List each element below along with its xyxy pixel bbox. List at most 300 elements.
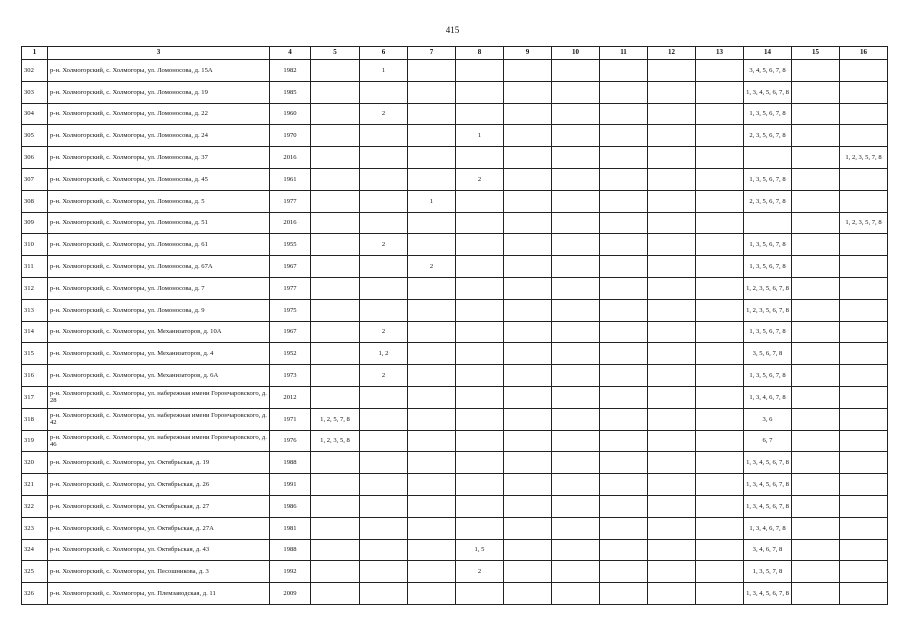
table-cell bbox=[600, 125, 648, 147]
table-cell bbox=[552, 365, 600, 387]
table-row bbox=[22, 81, 888, 103]
table-cell bbox=[696, 103, 744, 125]
table-cell bbox=[792, 168, 840, 190]
table-cell bbox=[840, 408, 888, 430]
table-cell bbox=[648, 321, 696, 343]
table-cell: 1971 bbox=[270, 408, 311, 430]
table-cell bbox=[696, 60, 744, 82]
table-cell bbox=[792, 321, 840, 343]
table-cell: 2016 bbox=[270, 147, 311, 169]
address-cell: р-н. Холмогорский, с. Холмогоры, ул. Ломоносова, д. 67А bbox=[48, 256, 270, 278]
table-cell: 1967 bbox=[270, 321, 311, 343]
table-cell bbox=[552, 234, 600, 256]
table-cell bbox=[504, 147, 552, 169]
table-cell bbox=[552, 212, 600, 234]
table-cell bbox=[696, 234, 744, 256]
table-cell bbox=[552, 474, 600, 496]
row-number-cell: 302 bbox=[22, 60, 48, 82]
table-cell bbox=[311, 386, 360, 408]
table-cell bbox=[600, 234, 648, 256]
table-cell bbox=[504, 539, 552, 561]
table-cell: 1, 3, 5, 6, 7, 8 bbox=[744, 365, 792, 387]
table-cell bbox=[552, 125, 600, 147]
row-number-cell: 312 bbox=[22, 277, 48, 299]
table-cell: 1, 3, 5, 7, 8 bbox=[744, 561, 792, 583]
row-number-cell: 326 bbox=[22, 583, 48, 605]
table-cell bbox=[840, 561, 888, 583]
table-cell bbox=[696, 299, 744, 321]
table-cell bbox=[552, 583, 600, 605]
table-cell bbox=[311, 452, 360, 474]
table-cell bbox=[648, 190, 696, 212]
table-cell bbox=[408, 365, 456, 387]
table-cell: 1967 bbox=[270, 256, 311, 278]
table-cell bbox=[792, 60, 840, 82]
table-cell bbox=[504, 212, 552, 234]
table-cell: 1955 bbox=[270, 234, 311, 256]
table-cell bbox=[840, 430, 888, 452]
table-cell bbox=[792, 299, 840, 321]
table-cell bbox=[408, 81, 456, 103]
table-cell bbox=[456, 452, 504, 474]
table-cell: 3, 6 bbox=[744, 408, 792, 430]
table-cell bbox=[696, 277, 744, 299]
row-number-cell: 308 bbox=[22, 190, 48, 212]
table-cell bbox=[311, 474, 360, 496]
table-cell bbox=[408, 321, 456, 343]
table-cell bbox=[408, 561, 456, 583]
table-cell bbox=[360, 539, 408, 561]
table-cell: 1952 bbox=[270, 343, 311, 365]
address-cell: р-н. Холмогорский, с. Холмогоры, ул. Механизаторов, д. 4 bbox=[48, 343, 270, 365]
table-cell bbox=[840, 190, 888, 212]
row-number-cell: 318 bbox=[22, 408, 48, 430]
table-cell bbox=[600, 495, 648, 517]
table-cell bbox=[792, 147, 840, 169]
table-cell bbox=[408, 386, 456, 408]
table-cell: 1, 3, 5, 6, 7, 8 bbox=[744, 321, 792, 343]
table-cell bbox=[792, 212, 840, 234]
table-row bbox=[22, 343, 888, 365]
table-cell bbox=[552, 277, 600, 299]
table-cell bbox=[456, 190, 504, 212]
table-cell bbox=[552, 561, 600, 583]
table-cell bbox=[504, 321, 552, 343]
table-cell bbox=[840, 168, 888, 190]
table-cell bbox=[360, 583, 408, 605]
table-cell bbox=[408, 583, 456, 605]
table-cell bbox=[552, 517, 600, 539]
table-cell: 1977 bbox=[270, 190, 311, 212]
table-cell: 2009 bbox=[270, 583, 311, 605]
table-cell: 1, 3, 5, 6, 7, 8 bbox=[744, 234, 792, 256]
table-cell bbox=[792, 430, 840, 452]
table-cell bbox=[696, 81, 744, 103]
table-cell: 1, 3, 4, 5, 6, 7, 8 bbox=[744, 495, 792, 517]
table-row bbox=[22, 430, 888, 452]
table-cell: 2, 3, 5, 6, 7, 8 bbox=[744, 125, 792, 147]
column-header: 4 bbox=[270, 47, 311, 60]
table-cell: 1, 2, 5, 7, 8 bbox=[311, 408, 360, 430]
table-cell bbox=[311, 168, 360, 190]
table-cell bbox=[408, 343, 456, 365]
column-header: 5 bbox=[311, 47, 360, 60]
table-cell bbox=[696, 212, 744, 234]
address-cell: р-н. Холмогорский, с. Холмогоры, ул. Октябрьская, д. 27 bbox=[48, 495, 270, 517]
table-cell: 1, 5 bbox=[456, 539, 504, 561]
address-cell: р-н. Холмогорский, с. Холмогоры, ул. Ломоносова, д. 51 bbox=[48, 212, 270, 234]
table-cell bbox=[840, 539, 888, 561]
table-cell bbox=[504, 125, 552, 147]
row-number-cell: 325 bbox=[22, 561, 48, 583]
table-cell bbox=[456, 365, 504, 387]
table-cell bbox=[792, 343, 840, 365]
table-cell bbox=[648, 277, 696, 299]
address-cell: р-н. Холмогорский, с. Холмогоры, ул. Племзаводская, д. 11 bbox=[48, 583, 270, 605]
table-cell bbox=[552, 495, 600, 517]
table-cell bbox=[456, 103, 504, 125]
row-number-cell: 322 bbox=[22, 495, 48, 517]
table-cell bbox=[648, 386, 696, 408]
table-cell bbox=[504, 168, 552, 190]
address-cell: р-н. Холмогорский, с. Холмогоры, ул. набережная имени Горончаровского, д. 46 bbox=[48, 430, 270, 452]
table-cell bbox=[696, 343, 744, 365]
table-cell bbox=[408, 125, 456, 147]
table-cell bbox=[552, 190, 600, 212]
table-cell bbox=[600, 452, 648, 474]
table-cell: 1973 bbox=[270, 365, 311, 387]
table-cell bbox=[456, 60, 504, 82]
table-cell bbox=[600, 299, 648, 321]
table-cell bbox=[792, 190, 840, 212]
column-header: 11 bbox=[600, 47, 648, 60]
table-cell bbox=[456, 583, 504, 605]
column-header: 12 bbox=[648, 47, 696, 60]
table-cell bbox=[696, 495, 744, 517]
table-row bbox=[22, 234, 888, 256]
table-cell bbox=[360, 408, 408, 430]
table-header-row bbox=[22, 47, 888, 60]
table-cell bbox=[696, 147, 744, 169]
table-cell bbox=[648, 583, 696, 605]
row-number-cell: 321 bbox=[22, 474, 48, 496]
column-header: 9 bbox=[504, 47, 552, 60]
table-cell bbox=[456, 474, 504, 496]
table-row bbox=[22, 168, 888, 190]
table-cell bbox=[456, 495, 504, 517]
table-cell bbox=[792, 517, 840, 539]
table-row bbox=[22, 583, 888, 605]
table-row bbox=[22, 561, 888, 583]
table-cell: 1 bbox=[360, 60, 408, 82]
row-number-cell: 323 bbox=[22, 517, 48, 539]
table-cell bbox=[648, 539, 696, 561]
address-cell: р-н. Холмогорский, с. Холмогоры, ул. Ломоносова, д. 15А bbox=[48, 60, 270, 82]
table-cell bbox=[600, 430, 648, 452]
table-cell bbox=[504, 343, 552, 365]
table-cell bbox=[456, 430, 504, 452]
table-cell bbox=[648, 147, 696, 169]
table-cell bbox=[648, 495, 696, 517]
table-cell bbox=[408, 430, 456, 452]
table-cell: 2 bbox=[360, 234, 408, 256]
table-cell bbox=[311, 147, 360, 169]
table-cell bbox=[552, 386, 600, 408]
table-cell: 2 bbox=[360, 103, 408, 125]
table-row bbox=[22, 365, 888, 387]
table-cell bbox=[504, 234, 552, 256]
table-cell bbox=[840, 495, 888, 517]
table-cell bbox=[456, 408, 504, 430]
table-cell bbox=[792, 408, 840, 430]
table-cell bbox=[311, 299, 360, 321]
table-cell bbox=[648, 60, 696, 82]
table-cell bbox=[648, 452, 696, 474]
row-number-cell: 313 bbox=[22, 299, 48, 321]
table-cell bbox=[840, 386, 888, 408]
table-cell bbox=[600, 539, 648, 561]
table-cell bbox=[792, 474, 840, 496]
table-cell bbox=[552, 103, 600, 125]
table-cell: 1, 3, 5, 6, 7, 8 bbox=[744, 168, 792, 190]
table-cell bbox=[311, 495, 360, 517]
address-cell: р-н. Холмогорский, с. Холмогоры, ул. Ломоносова, д. 5 bbox=[48, 190, 270, 212]
table-cell bbox=[840, 125, 888, 147]
row-number-cell: 324 bbox=[22, 539, 48, 561]
table-cell bbox=[504, 277, 552, 299]
table-cell bbox=[408, 452, 456, 474]
page-number: 415 bbox=[445, 25, 460, 35]
table-cell bbox=[408, 474, 456, 496]
table-cell bbox=[648, 365, 696, 387]
table-row bbox=[22, 517, 888, 539]
table-cell bbox=[456, 299, 504, 321]
table-cell bbox=[311, 256, 360, 278]
address-cell: р-н. Холмогорский, с. Холмогоры, ул. Октябрьская, д. 19 bbox=[48, 452, 270, 474]
row-number-cell: 303 bbox=[22, 81, 48, 103]
table-cell bbox=[360, 430, 408, 452]
table-cell: 1, 3, 4, 6, 7, 8 bbox=[744, 517, 792, 539]
table-cell bbox=[456, 256, 504, 278]
table-cell bbox=[456, 277, 504, 299]
table-cell bbox=[360, 386, 408, 408]
column-header: 10 bbox=[552, 47, 600, 60]
table-cell: 2 bbox=[456, 561, 504, 583]
table-cell bbox=[504, 474, 552, 496]
table-cell: 1985 bbox=[270, 81, 311, 103]
table-cell: 2, 3, 5, 6, 7, 8 bbox=[744, 190, 792, 212]
row-number-cell: 307 bbox=[22, 168, 48, 190]
table-cell bbox=[408, 212, 456, 234]
table-cell bbox=[840, 103, 888, 125]
table-row bbox=[22, 190, 888, 212]
table-cell bbox=[504, 452, 552, 474]
table-cell bbox=[840, 277, 888, 299]
table-row bbox=[22, 474, 888, 496]
table-cell bbox=[696, 539, 744, 561]
table-cell bbox=[600, 365, 648, 387]
column-header: 14 bbox=[744, 47, 792, 60]
table-cell: 3, 4, 6, 7, 8 bbox=[744, 539, 792, 561]
table-cell bbox=[408, 103, 456, 125]
table-cell: 1, 2, 3, 5, 6, 7, 8 bbox=[744, 299, 792, 321]
address-cell: р-н. Холмогорский, с. Холмогоры, ул. Ломоносова, д. 19 bbox=[48, 81, 270, 103]
table-cell bbox=[648, 430, 696, 452]
table-cell bbox=[792, 103, 840, 125]
table-cell: 1991 bbox=[270, 474, 311, 496]
table-cell: 2 bbox=[408, 256, 456, 278]
table-cell: 1970 bbox=[270, 125, 311, 147]
table-cell: 1, 3, 5, 6, 7, 8 bbox=[744, 256, 792, 278]
table-cell bbox=[504, 299, 552, 321]
table-row bbox=[22, 299, 888, 321]
table-cell: 2 bbox=[360, 321, 408, 343]
table-cell: 6, 7 bbox=[744, 430, 792, 452]
row-number-cell: 309 bbox=[22, 212, 48, 234]
table-cell bbox=[504, 365, 552, 387]
table-cell: 1, 3, 4, 5, 6, 7, 8 bbox=[744, 81, 792, 103]
table-row bbox=[22, 125, 888, 147]
table-cell bbox=[311, 583, 360, 605]
table-cell bbox=[648, 212, 696, 234]
table-cell bbox=[311, 343, 360, 365]
row-number-cell: 319 bbox=[22, 430, 48, 452]
table-cell bbox=[408, 495, 456, 517]
table-cell bbox=[744, 212, 792, 234]
table-cell bbox=[552, 430, 600, 452]
table-cell bbox=[504, 495, 552, 517]
table-cell bbox=[648, 343, 696, 365]
table-cell bbox=[648, 517, 696, 539]
address-cell: р-н. Холмогорский, с. Холмогоры, ул. набережная имени Горончаровского, д. 42 bbox=[48, 408, 270, 430]
table-cell bbox=[552, 81, 600, 103]
table-cell bbox=[600, 256, 648, 278]
table-cell bbox=[648, 408, 696, 430]
row-number-cell: 317 bbox=[22, 386, 48, 408]
table-cell bbox=[600, 60, 648, 82]
table-cell bbox=[792, 277, 840, 299]
table-cell bbox=[696, 517, 744, 539]
table-cell bbox=[408, 517, 456, 539]
table-cell bbox=[600, 168, 648, 190]
table-cell bbox=[792, 561, 840, 583]
table-cell bbox=[504, 103, 552, 125]
address-cell: р-н. Холмогорский, с. Холмогоры, ул. Ломоносова, д. 24 bbox=[48, 125, 270, 147]
table-cell bbox=[552, 452, 600, 474]
table-cell bbox=[792, 539, 840, 561]
address-cell: р-н. Холмогорский, с. Холмогоры, ул. Ломоносова, д. 7 bbox=[48, 277, 270, 299]
table-cell bbox=[840, 365, 888, 387]
table-cell bbox=[360, 452, 408, 474]
table-cell bbox=[311, 60, 360, 82]
row-number-cell: 320 bbox=[22, 452, 48, 474]
column-header: 3 bbox=[48, 47, 270, 60]
table-cell bbox=[792, 365, 840, 387]
table-cell: 1, 2 bbox=[360, 343, 408, 365]
table-cell bbox=[600, 517, 648, 539]
table-row bbox=[22, 452, 888, 474]
table-cell bbox=[696, 125, 744, 147]
table-cell bbox=[504, 60, 552, 82]
table-cell: 1 bbox=[408, 190, 456, 212]
table-row bbox=[22, 103, 888, 125]
table-cell bbox=[456, 147, 504, 169]
table-cell bbox=[840, 234, 888, 256]
table-cell bbox=[648, 561, 696, 583]
table-cell bbox=[552, 147, 600, 169]
table-cell bbox=[840, 343, 888, 365]
table-cell bbox=[311, 125, 360, 147]
table-cell bbox=[552, 60, 600, 82]
table-cell bbox=[696, 408, 744, 430]
table-cell: 1, 3, 4, 5, 6, 7, 8 bbox=[744, 452, 792, 474]
table-cell bbox=[408, 60, 456, 82]
table-cell bbox=[792, 452, 840, 474]
table-cell bbox=[504, 81, 552, 103]
address-cell: р-н. Холмогорский, с. Холмогоры, ул. Октябрьская, д. 43 bbox=[48, 539, 270, 561]
table-cell bbox=[600, 408, 648, 430]
table-row bbox=[22, 539, 888, 561]
table-cell bbox=[408, 408, 456, 430]
table-cell: 2 bbox=[456, 168, 504, 190]
table-cell: 1, 2, 3, 5, 7, 8 bbox=[840, 147, 888, 169]
table-cell bbox=[792, 495, 840, 517]
table-cell bbox=[696, 561, 744, 583]
table-cell bbox=[648, 234, 696, 256]
table-cell: 1, 2, 3, 5, 7, 8 bbox=[840, 212, 888, 234]
table-cell: 1986 bbox=[270, 495, 311, 517]
table-cell: 1988 bbox=[270, 539, 311, 561]
table-cell bbox=[504, 561, 552, 583]
table-cell bbox=[840, 321, 888, 343]
table-cell bbox=[456, 234, 504, 256]
table-cell bbox=[360, 517, 408, 539]
table-cell bbox=[360, 256, 408, 278]
address-cell: р-н. Холмогорский, с. Холмогоры, ул. набережная имени Горончаровского, д. 28 bbox=[48, 386, 270, 408]
table-cell bbox=[311, 81, 360, 103]
table-cell bbox=[600, 343, 648, 365]
table-cell bbox=[456, 386, 504, 408]
table-cell: 1960 bbox=[270, 103, 311, 125]
table-cell bbox=[360, 190, 408, 212]
table-cell bbox=[696, 452, 744, 474]
column-header: 6 bbox=[360, 47, 408, 60]
table-cell: 1, 2, 3, 5, 6, 7, 8 bbox=[744, 277, 792, 299]
table-cell bbox=[408, 168, 456, 190]
table-cell bbox=[456, 517, 504, 539]
table-row bbox=[22, 256, 888, 278]
table-cell: 1976 bbox=[270, 430, 311, 452]
table-cell bbox=[600, 212, 648, 234]
table-cell bbox=[696, 386, 744, 408]
row-number-cell: 306 bbox=[22, 147, 48, 169]
table-row bbox=[22, 212, 888, 234]
table-cell bbox=[552, 321, 600, 343]
table-cell bbox=[600, 81, 648, 103]
table-cell bbox=[840, 452, 888, 474]
table-body bbox=[22, 60, 888, 605]
table-cell bbox=[504, 517, 552, 539]
table-cell bbox=[600, 190, 648, 212]
table-cell bbox=[360, 277, 408, 299]
table-cell: 1, 3, 5, 6, 7, 8 bbox=[744, 103, 792, 125]
table-cell bbox=[696, 430, 744, 452]
table-row bbox=[22, 321, 888, 343]
table-cell bbox=[792, 81, 840, 103]
table-cell bbox=[648, 103, 696, 125]
table-row bbox=[22, 147, 888, 169]
table-cell: 1992 bbox=[270, 561, 311, 583]
